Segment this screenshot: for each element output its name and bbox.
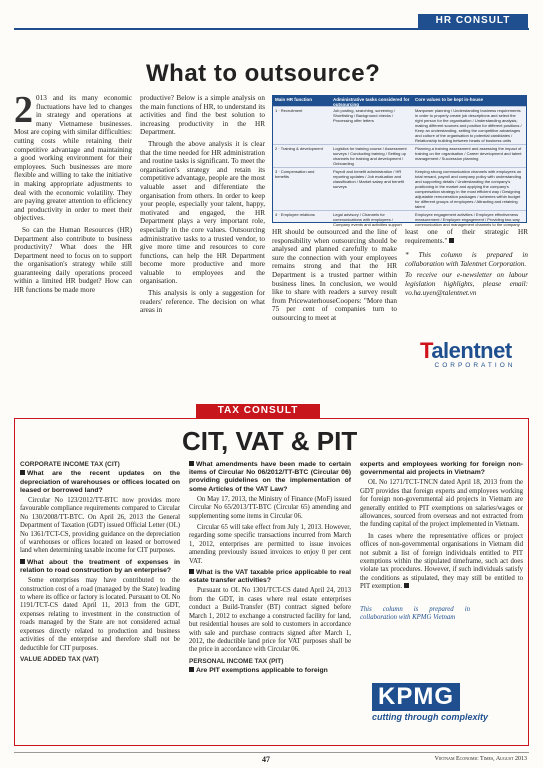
table-cell: Employee engagement activities / Employee effectiveness measurement / Employee engagement / Providing two-way communication and management channels to the company [415,212,520,227]
table-row [273,167,526,210]
vat-question-2: What is the VAT taxable price applicable to real estate transfer activities? [189,569,351,585]
table-cell: 2 · Training & development [275,146,323,151]
kpmg-note: This column is prepared in collaboration with KPMG Vietnam [360,605,470,622]
drop-cap: 2 [14,89,33,131]
kpmg-wordmark: KPMG [372,683,460,711]
talentnet-note: * This column is prepared in collaboration with Talentnet Corporation. [405,251,528,268]
table-cell: Manpower planning / Understanding business requirements in order to properly create job descriptions and select the right person for the organisation / Understanding analysis, making different sources and position for different positions / Keep an understanding, setting the competitive advantages and culture of the organisation to potential candidates / Relationship building between heads of business units [415,108,522,143]
table-row [273,210,526,228]
hr-article-title: What to outsource? [146,60,381,87]
hr-column-3 [272,228,397,326]
bullet-icon [189,461,194,466]
cit-answer-2: Some enterprises may have contributed to the construction cost of a road (managed by the State) leading to where its office or factory is located. Pursuant to OL No 1191/TCT-CS dated April 11, 2013 from the GDT, expenses relating to investment in the construction of roads managed by the State are not considered actual expenses directly related to production and business activities of the enterprise and therefore shall not be deductible for CIT purposes. [20,577,180,652]
table-row [273,106,526,144]
end-mark-icon [449,238,454,243]
tax-column-3 [360,461,523,626]
hr-functions-table [272,95,527,227]
bullet-icon [20,559,25,564]
hr-col2-p3: This analysis is only a suggestion for readers' reference. The decision on what areas in [140,289,265,315]
vat-answer-1a: On May 17, 2013, the Ministry of Finance (MoF) issued Circular No 65/2013/TT-BTC (Circular 65) amending and supplementing some items in Circular 06. [189,495,351,520]
cit-question-2: What about the treatment of expenses in relation to road construction by an enterprise? [20,558,180,575]
table-cell: Planning a training assessment and assessing the impact of training on the organisation / Career development and talent management / Succession planning [415,146,522,161]
hr-column-4 [405,228,528,300]
hr-consult-banner: HR CONSULT [418,14,528,28]
hr-col4-p1: least one of their strategic HR requirements." [405,228,528,245]
bullet-icon [20,470,25,475]
newsletter-note: To receive our e-newsletter on labour legislation highlights, please email: vo.ha.uyen@talentnet.vn [405,271,528,297]
kpmg-logo [372,683,512,722]
table-cell: 1 · Recruitment [275,108,303,113]
table-cell: 4 · Employee relations [275,212,315,217]
cit-section-heading: CORPORATE INCOME TAX (CIT) [20,461,120,468]
pit-answer-1a: OL No 1271/TCT-TNCN dated April 18, 2013 from the GDT provides that foreign experts and employees working for foreign non-governmental aid projects in Vietnam are generally entitled to PIT exemptions on salaries/wages or allowances, sourced from overseas and not extracted from the funding capital of the project implemented in Vietnam. [360,479,523,529]
table-header-cell: Main HR function [275,97,312,102]
hr-col1-p1: 013 and its many economic fluctuations have led to changes in strategy and operations at many Vietnamese businesses. Most are coping with similar difficulties: cutting costs while retaining their competitive advantage and maintaining a good working environment for their employees. Such businesses are more flexible and willing to take the initiative in making appropriate adjustments to deal with the economic volatility. They are paying greater attention to efficiency and productivity in order to meet their objectives. [14,94,132,223]
pit-question-1-cont: experts and employees working for foreign non-governmental aid projects in Vietnam? [360,461,523,477]
table-header-row [273,96,526,106]
page-number: 47 [262,755,270,764]
table-cell: Logistics for training course / Assessment surveys / Conducting training / Setting up channels for training and development / Onboarding [333,146,407,166]
table-cell: Legal advisory / Channels for communications with employees / Company events and activities support [333,212,402,227]
end-mark-icon [404,583,409,588]
cit-answer-1: Circular No 123/2012/TT-BTC now provides more favourable compliance requirements compared to Circular No 130/2008/TT-BTC. On April 26, 2013 the General Department of Taxation (GDT) issued Official Letter (OL) No 1361/TCT-CS, providing guidance on the depreciation of warehouses or offices located on leased or borrowed land when determining taxable income for CIT purposes. [20,497,180,555]
table-header-cell: Core values to be kept in-house [415,97,484,102]
table-row [273,144,526,167]
table-cell: 3 · Compensation and benefits [275,169,315,179]
kpmg-tagline: cutting through complexity [372,712,488,722]
bullet-icon [189,667,194,672]
hr-column-1 [14,89,132,298]
talentnet-wordmark: Talentnet [420,338,512,363]
table-cell: Keeping strong communication channels with employees on total reward, payroll and company policy with understanding and supporting details / Understanding the company's positioning in the market and applying the company's compensation strategy in the most efficient way / Designing adjustable remuneration packages / schemes within budget for different groups of employees / Attracting and retaining talent [415,169,522,209]
talentnet-corporation: CORPORATION [434,362,516,369]
table-cell: Job posting, searching, screening / Shortlisting / Background checks / Processing offer letters [333,108,395,123]
hr-divider [14,28,529,30]
hr-col3-p1: HR should be outsourced and the line of responsibility when outsourcing should be analysed and planned carefully to make sure the connection with your employees remains strong and that the HR Department is a trusted partner within business lines. In conclusion, we would like to share with readers a survey result from PricewaterhouseCoopers: "More than 75 per cent of companies turn to outsourcing to meet at [272,228,397,322]
vat-answer-1b: Circular 65 will take effect from July 1, 2013. However, regarding some specific transactions incurred from March 1, 2012, enterprises are permitted to issue invoices amending previously issued invoices to enjoy 0 per cent VAT. [189,524,351,565]
talentnet-logo [420,338,530,369]
vat-question-1: What amendments have been made to certain items of Circular No 06/2012/TT-BTC (Circular 06) providing guidelines on the implementation of some Articles of the VAT Law? [189,461,351,493]
footer-divider [14,752,529,753]
tax-consult-banner: TAX CONSULT [196,404,320,418]
vat-section-heading: VALUE ADDED TAX (VAT) [20,655,99,663]
hr-col2-p1: productive? Below is a simple analysis on the main functions of HR, to understand its activities and find the best solution to increasing productivity in the HR Department. [140,94,265,137]
tax-column-2 [189,461,351,677]
tax-article-title: CIT, VAT & PIT [182,426,358,456]
tax-column-1 [20,461,180,665]
table-cell: Payroll and benefit administration / HR reporting updates / Job evaluation and classification / Market salary and benefit surveys [333,169,404,189]
vat-answer-2: Pursuant to OL No 1301/TCT-CS dated April 24, 2013 from the GDT, in cases where real estate enterprises conduct a Build-Transfer (BT) contract signed before March 1, 2012 to exchange a constructed facility for land, but residential houses are sold to customers in accordance with sale and purchase contracts signed after March 1, 2012, the deductible land price for VAT purposes shall be the price in accordance with Circular 06. [189,587,351,654]
hr-column-2 [140,94,265,318]
pit-section-heading: PERSONAL INCOME TAX (PIT) [189,657,284,665]
cit-question-1: What are the recent updates on the depreciation of warehouses or offices located on leased or borrowed land? [20,470,180,494]
pit-answer-1b: In cases where the representative offices or project offices of non-governmental organisations in Vietnam did not submit a list of foreign individuals entitled to PIT exemptions within the stipulated timeframe, such act does violate tax procedures. However, if such individuals satisfy the conditions as stipulated, they may still be entitled to PIT exemption. [360,532,523,591]
publication-name: Vietnam Economic Times, August 2013 [434,756,527,762]
hr-col1-p2: So can the Human Resources (HR) Department also contribute to business productivity? What does the HR Department need to focus on to support the organisation's strategy while still guaranteeing daily operations proceed within a limited HR budget? How can HR functions be made more [14,225,132,295]
table-header-cell: Administrative tasks considered for outsourcing [333,97,410,107]
bullet-icon [189,569,194,574]
pit-question-1: Are PIT exemptions applicable to foreign [189,667,351,675]
hr-col2-p2: Through the above analysis it is clear that the time needed for HR administration and routine tasks is significant. To meet the organisation's strategy and retain its competitive advantage, people are the most valuable asset and differentiate the organisation from others. In order to keep your people, especially your talent, happy, motivated and engaged, the HR Department plays a very important role, especially in the core values. Outsourcing administrative tasks to a trusted vendor, to give more time and resources to core functions, can help the HR Department become more productive and more valuable to employees and the organisation. [140,139,265,286]
